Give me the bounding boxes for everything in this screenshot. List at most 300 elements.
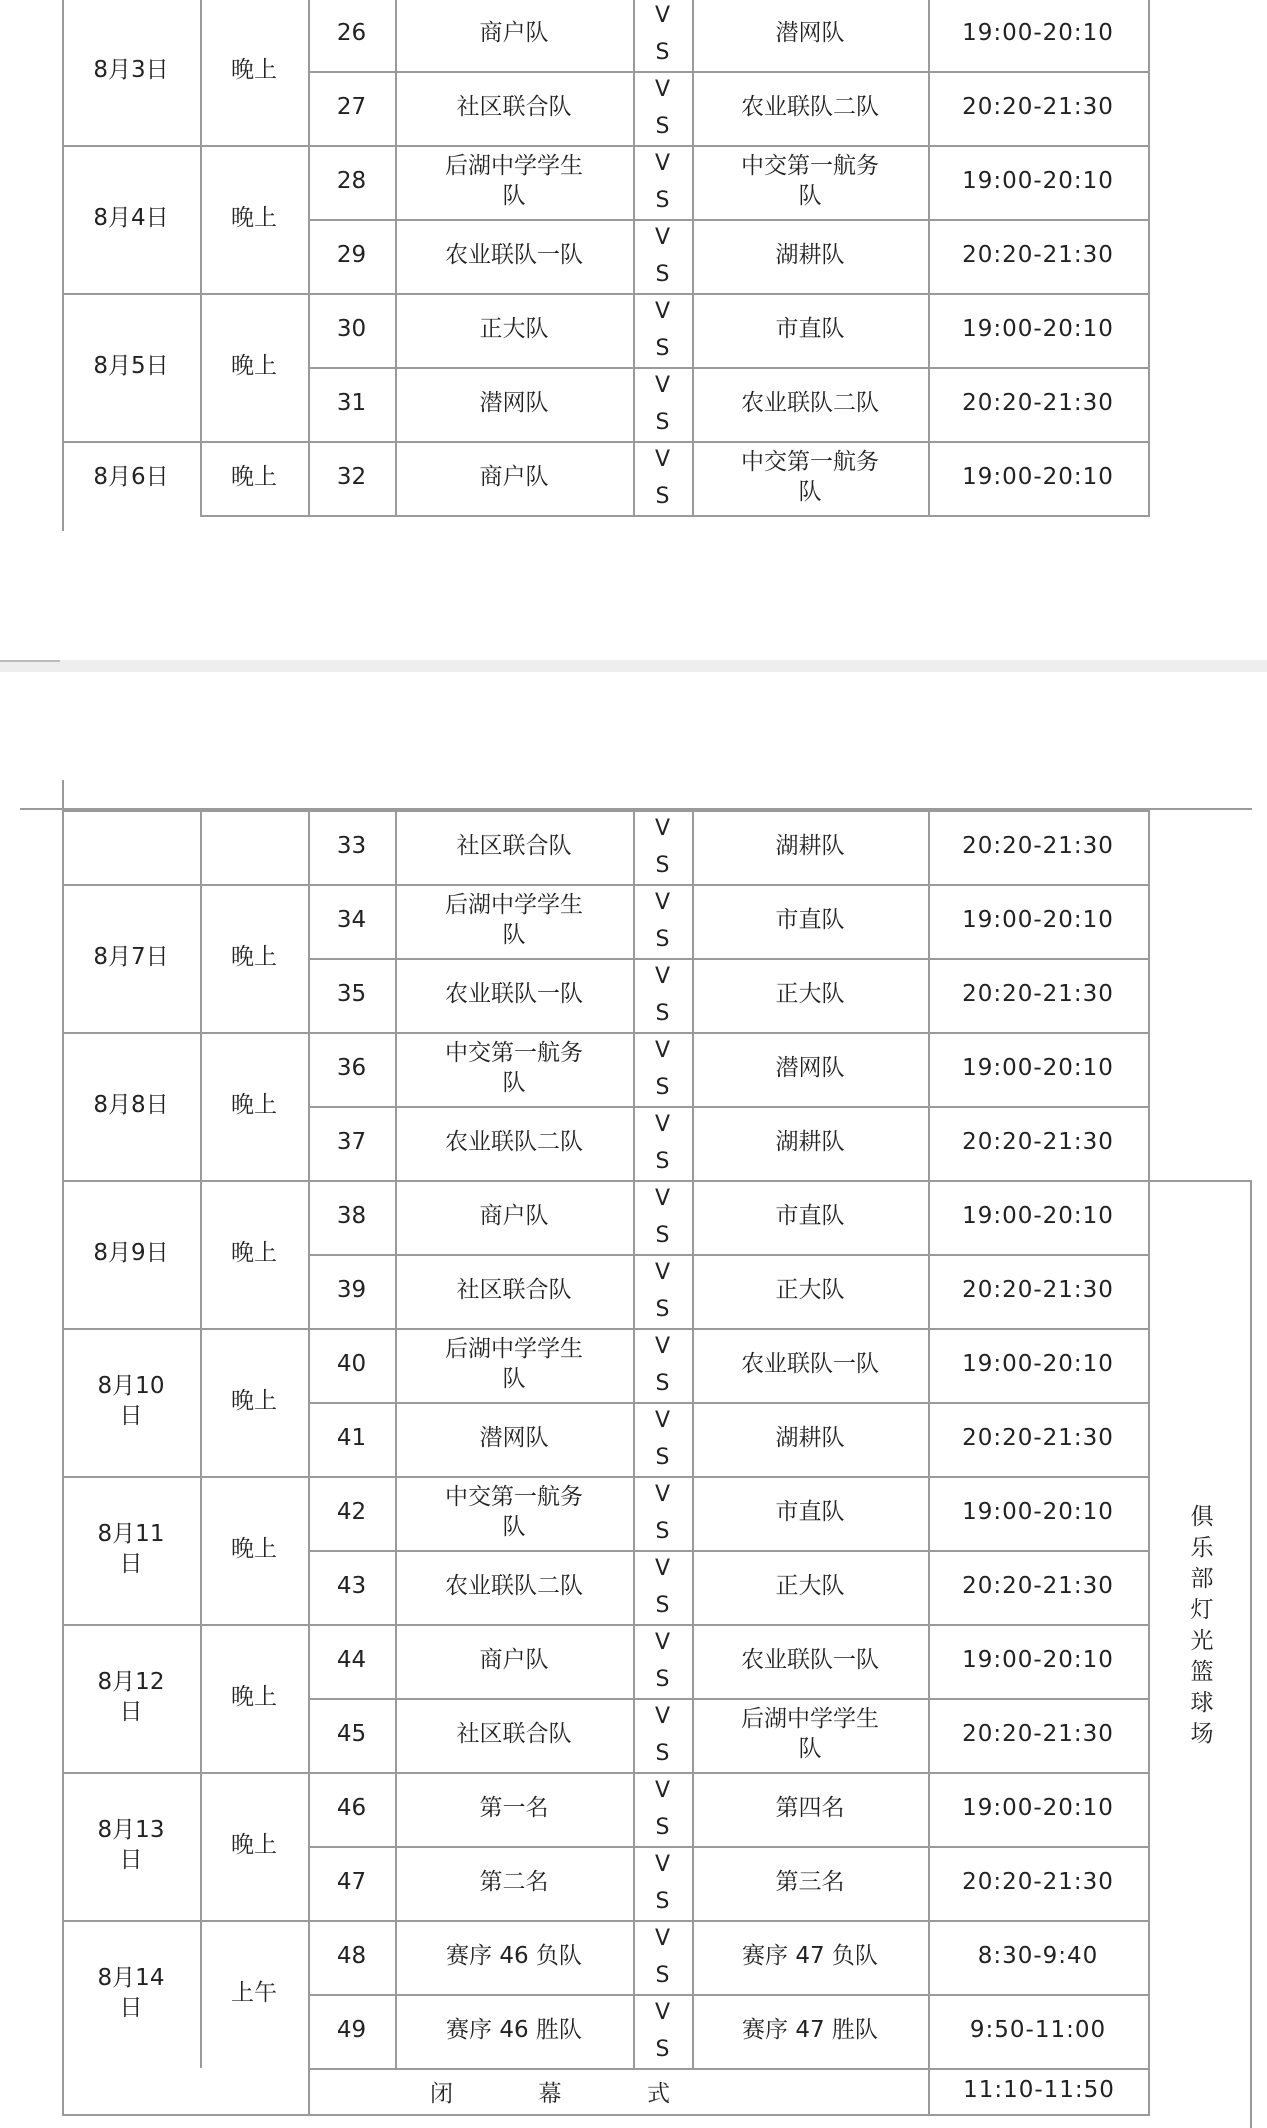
match-period: 晚上 [231,1240,277,1267]
table-rule [308,1402,1150,1404]
home-team [395,1180,633,1254]
date-part: 8月11 [97,1521,165,1548]
team-name-part: 正大队 [775,981,845,1008]
team-name-part: 农业联队一队 [445,242,583,269]
vs-char: S [655,853,670,878]
table-rule [62,1476,1150,1478]
home-team [395,1476,633,1550]
venue-char: 场 [1190,1721,1214,1747]
vs-char: V [654,1851,671,1877]
vs-label [633,884,692,958]
vs-char: S [655,1741,670,1766]
table-rule [62,441,1150,443]
table-rule [692,810,694,2068]
team-name-part: 湖耕队 [775,1425,845,1452]
venue-char: 球 [1190,1690,1214,1716]
vs-char: V [654,1999,671,2025]
date-part: 8月4日 [93,205,169,232]
away-team [692,367,928,441]
match-number: 47 [336,1869,367,1896]
away-team [692,71,928,145]
vs-char: V [654,1777,671,1803]
team-name-part: 潜网队 [479,1425,549,1452]
page-divider [0,660,1267,672]
table-rule [308,367,1150,369]
vs-label [633,1328,692,1402]
match-number: 32 [336,464,367,491]
table-rule [308,958,1150,960]
vs-char: V [654,1555,671,1581]
home-team [395,1994,633,2068]
team-name-part: 正大队 [479,316,549,343]
match-time: 19:00-20:10 [962,1203,1114,1230]
vs-char: S [655,410,670,435]
team-name-part: 第四名 [775,1795,845,1822]
match-date [62,1180,200,1328]
home-team [395,441,633,515]
team-name-part: 中交第一航务 [741,449,879,476]
team-name-part: 赛序 46 负队 [446,1943,582,1970]
team-name-part: 商户队 [479,1647,549,1674]
vs-label [633,71,692,145]
match-date [62,1772,200,1920]
date-part: 8月5日 [93,353,169,380]
match-time: 19:00-20:10 [962,1055,1114,1082]
table-rule [308,1994,1150,1996]
match-date [62,1476,200,1624]
venue-char: 乐 [1190,1535,1214,1561]
date-part: 日 [119,1551,143,1577]
team-name-part: 潜网队 [775,20,845,47]
match-number: 46 [336,1795,367,1822]
home-team [395,1846,633,1920]
match-date [62,145,200,293]
vs-label [633,0,692,71]
match-number: 27 [336,94,367,121]
home-team [395,1920,633,1994]
match-date [62,1328,200,1476]
vs-char: V [654,2,671,28]
team-name-part: 赛序 47 负队 [742,1943,878,1970]
match-time: 20:20-21:30 [962,242,1114,269]
match-number: 40 [336,1351,367,1378]
vs-char: S [655,484,670,509]
team-name-part: 队 [502,1366,526,1392]
match-period: 晚上 [231,1388,277,1415]
team-name-part: 农业联队二队 [445,1129,583,1156]
away-team [692,293,928,367]
match-date [62,441,200,515]
match-date [62,0,200,145]
match-time: 20:20-21:30 [962,1277,1114,1304]
table-rule [395,810,397,2068]
table-rule [928,0,930,517]
venue-char: 俱 [1190,1504,1214,1530]
match-time: 19:00-20:10 [962,168,1114,195]
team-name-part: 社区联合队 [456,1277,572,1304]
vs-char: V [654,1407,671,1433]
table-rule [308,1550,1150,1552]
vs-label [633,293,692,367]
vs-label [633,1994,692,2068]
table-rule [62,1772,1150,1774]
home-team [395,1550,633,1624]
table-rule [308,1698,1150,1700]
match-number: 26 [336,20,367,47]
match-time: 19:00-20:10 [962,464,1114,491]
away-team [692,1698,928,1772]
vs-char: V [654,1037,671,1063]
table-rule [62,1180,1150,1182]
home-team [395,884,633,958]
vs-char: S [655,2037,670,2062]
team-name-part: 中交第一航务 [445,1040,583,1067]
date-part: 8月8日 [93,1092,169,1119]
team-name-part: 湖耕队 [775,242,845,269]
vs-char: V [654,76,671,102]
match-period: 晚上 [231,1684,277,1711]
table-rule [1148,810,1150,2114]
team-name-part: 队 [502,1514,526,1540]
table-rule [1250,1180,1252,2128]
vs-char: S [655,1593,670,1618]
match-time: 20:20-21:30 [962,1721,1114,1748]
closing-char: 幕 [538,2080,562,2107]
vs-char: V [654,1629,671,1655]
team-name-part: 农业联队一队 [741,1647,879,1674]
vs-char: S [655,1223,670,1248]
team-name-part: 农业联队二队 [445,1573,583,1600]
match-number: 29 [336,242,367,269]
vs-char: S [655,1075,670,1100]
date-part: 8月12 [97,1669,165,1696]
table-rule [1148,1180,1252,1182]
team-name-part: 商户队 [479,464,549,491]
match-time: 20:20-21:30 [962,981,1114,1008]
vs-char: S [655,1519,670,1544]
match-number: 31 [336,390,367,417]
home-team [395,293,633,367]
vs-label [633,441,692,515]
match-date [62,293,200,441]
team-name-part: 社区联合队 [456,833,572,860]
table-rule [633,810,635,2068]
away-team [692,1624,928,1698]
table-rule [308,2068,1150,2070]
vs-char: S [655,1445,670,1470]
date-part: 8月13 [97,1817,165,1844]
venue-char: 篮 [1190,1659,1214,1685]
team-name-part: 市直队 [775,907,845,934]
vs-char: V [654,1259,671,1285]
match-number: 41 [336,1425,367,1452]
vs-label [633,1106,692,1180]
away-team [692,958,928,1032]
match-time: 20:20-21:30 [962,833,1114,860]
vs-char: S [655,336,670,361]
away-team [692,810,928,884]
team-name-part: 队 [502,183,526,209]
team-name-part: 中交第一航务 [445,1484,583,1511]
venue-label [1162,1502,1242,1750]
vs-char: V [654,963,671,989]
away-team [692,1846,928,1920]
away-team [692,1994,928,2068]
match-period: 上午 [231,1980,277,2007]
team-name-part: 商户队 [479,1203,549,1230]
date-part: 日 [119,1699,143,1725]
venue-char: 部 [1190,1566,1214,1592]
match-number: 49 [336,2017,367,2044]
table-rule [62,2114,1150,2116]
table-rule [200,810,202,2068]
match-time: 19:00-20:10 [962,907,1114,934]
date-part: 日 [119,1847,143,1873]
team-name-part: 后湖中学学生 [445,1336,583,1363]
vs-char: S [655,1815,670,1840]
vs-char: S [655,262,670,287]
closing-ceremony-time: 11:10-11:50 [963,2077,1115,2104]
home-team [395,0,633,71]
date-part: 8月10 [97,1373,165,1400]
away-team [692,1476,928,1550]
table-rule [62,0,64,531]
vs-char: S [655,188,670,213]
team-name-part: 农业联队一队 [445,981,583,1008]
match-time: 19:00-20:10 [962,1647,1114,1674]
table-rule [308,1254,1150,1256]
match-date [62,1624,200,1772]
vs-label [633,1550,692,1624]
closing-ceremony-label [430,2073,670,2109]
vs-char: S [655,1297,670,1322]
team-name-part: 后湖中学学生 [445,153,583,180]
away-team [692,1402,928,1476]
venue-char: 光 [1190,1628,1214,1654]
team-name-part: 社区联合队 [456,1721,572,1748]
home-team [395,958,633,1032]
away-team [692,441,928,515]
vs-char: S [655,114,670,139]
match-time: 20:20-21:30 [962,1869,1114,1896]
match-time: 9:50-11:00 [969,2017,1107,2044]
vs-label [633,1402,692,1476]
table-rule [928,810,930,2114]
home-team [395,1328,633,1402]
team-name-part: 队 [798,1736,822,1762]
match-period: 晚上 [231,353,277,380]
match-number: 38 [336,1203,367,1230]
table-rule [308,71,1150,73]
team-name-part: 市直队 [775,1499,845,1526]
date-part: 8月14 [97,1965,165,1992]
vs-char: V [654,1703,671,1729]
team-name-part: 队 [502,922,526,948]
date-part: 日 [119,1403,143,1429]
team-name-part: 队 [502,1070,526,1096]
team-name-part: 农业联队一队 [741,1351,879,1378]
table-rule [633,0,635,517]
table-rule [62,293,1150,295]
team-name-part: 市直队 [775,316,845,343]
date-part: 8月7日 [93,944,169,971]
match-number: 44 [336,1647,367,1674]
match-number: 34 [336,907,367,934]
team-name-part: 商户队 [479,20,549,47]
match-time: 19:00-20:10 [962,1351,1114,1378]
table-rule [62,145,1150,147]
away-team [692,1550,928,1624]
team-name-part: 潜网队 [479,390,549,417]
vs-char: S [655,1001,670,1026]
table-rule [308,219,1150,221]
vs-char: V [654,1185,671,1211]
vs-char: V [654,1925,671,1951]
vs-char: V [654,1333,671,1359]
vs-label [633,1254,692,1328]
home-team [395,219,633,293]
venue-char: 灯 [1190,1597,1214,1623]
vs-char: S [655,1149,670,1174]
vs-char: S [655,40,670,65]
match-period: 晚上 [231,944,277,971]
table-rule [62,780,64,2116]
vs-label [633,367,692,441]
vs-char: V [654,1111,671,1137]
match-time: 20:20-21:30 [962,390,1114,417]
team-name-part: 中交第一航务 [741,153,879,180]
table-rule [20,808,1252,810]
team-name-part: 赛序 46 胜队 [446,2017,582,2044]
vs-label [633,145,692,219]
home-team [395,145,633,219]
match-number: 45 [336,1721,367,1748]
vs-label [633,1920,692,1994]
home-team [395,367,633,441]
vs-char: V [654,889,671,915]
team-name-part: 湖耕队 [775,833,845,860]
team-name-part: 赛序 47 胜队 [742,2017,878,2044]
table-rule [692,0,694,517]
home-team [395,1106,633,1180]
table-rule [308,1106,1150,1108]
team-name-part: 队 [798,183,822,209]
match-period: 晚上 [231,1536,277,1563]
team-name-part: 队 [798,479,822,505]
closing-char: 闭 [430,2080,453,2107]
vs-char: S [655,927,670,952]
vs-label [633,219,692,293]
match-period: 晚上 [231,1092,277,1119]
match-period: 晚上 [231,57,277,84]
vs-char: V [654,815,671,841]
table-rule [62,1624,1150,1626]
date-part: 8月6日 [93,464,169,491]
team-name-part: 潜网队 [775,1055,845,1082]
match-number: 33 [336,833,367,860]
match-date [62,1032,200,1180]
match-time: 8:30-9:40 [977,1943,1099,1970]
team-name-part: 后湖中学学生 [445,892,583,919]
team-name-part: 第二名 [479,1869,549,1896]
team-name-part: 农业联队二队 [741,94,879,121]
vs-label [633,1772,692,1846]
table-rule [200,515,1150,517]
team-name-part: 后湖中学学生 [741,1706,879,1733]
home-team [395,1698,633,1772]
vs-char: S [655,1667,670,1692]
vs-char: V [654,372,671,398]
table-rule [1148,0,1150,517]
vs-label [633,1698,692,1772]
table-rule [308,0,310,517]
vs-label [633,1846,692,1920]
match-date [62,1920,200,2068]
home-team [395,1254,633,1328]
table-rule [62,1032,1150,1034]
home-team [395,810,633,884]
table-rule [62,884,1150,886]
vs-label [633,1476,692,1550]
team-name-part: 农业联队二队 [741,390,879,417]
match-time: 20:20-21:30 [962,1129,1114,1156]
away-team [692,1920,928,1994]
vs-label [633,1180,692,1254]
vs-label [633,1624,692,1698]
match-number: 36 [336,1055,367,1082]
vs-char: V [654,224,671,250]
away-team [692,1328,928,1402]
match-period: 晚上 [231,205,277,232]
away-team [692,145,928,219]
table-rule [308,1846,1150,1848]
page-edge-mark [0,660,60,662]
date-part: 8月9日 [93,1240,169,1267]
away-team [692,1254,928,1328]
match-time: 19:00-20:10 [962,1499,1114,1526]
vs-label [633,1032,692,1106]
match-period [200,810,308,884]
match-period: 晚上 [231,1832,277,1859]
match-number: 43 [336,1573,367,1600]
vs-char: S [655,1889,670,1914]
away-team [692,1106,928,1180]
home-team [395,1624,633,1698]
match-number: 28 [336,168,367,195]
match-number: 48 [336,1943,367,1970]
match-time: 19:00-20:10 [962,316,1114,343]
match-number: 30 [336,316,367,343]
vs-char: V [654,298,671,324]
vs-char: V [654,446,671,472]
vs-char: S [655,1963,670,1988]
away-team [692,884,928,958]
team-name-part: 正大队 [775,1573,845,1600]
away-team [692,1772,928,1846]
team-name-part: 湖耕队 [775,1129,845,1156]
away-team [692,1180,928,1254]
vs-char: S [655,1371,670,1396]
team-name-part: 市直队 [775,1203,845,1230]
table-rule [62,1920,1150,1922]
home-team [395,1772,633,1846]
closing-char: 式 [647,2080,670,2107]
table-rule [200,0,202,517]
table-rule [308,810,310,2114]
match-time: 19:00-20:10 [962,1795,1114,1822]
vs-char: V [654,150,671,176]
table-rule [62,1328,1150,1330]
